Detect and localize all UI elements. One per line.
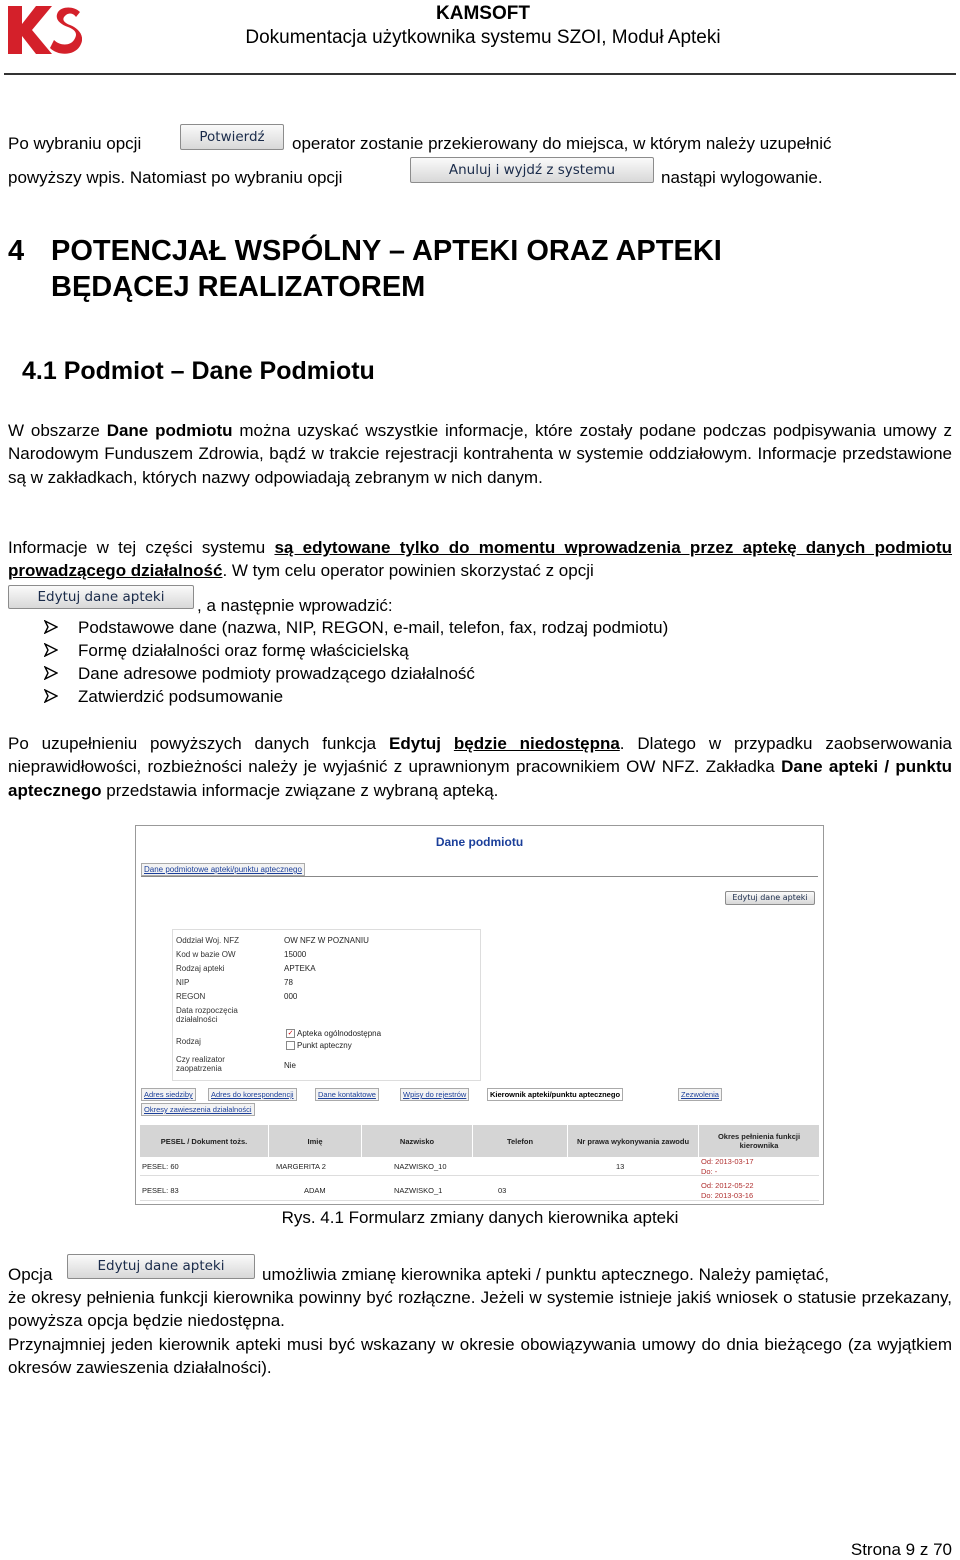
table-cell: Od: 2013-03-17 [701,1157,754,1166]
page-number: Strona 9 z 70 [850,1540,952,1559]
paragraph-opcja-line1: umożliwia zmianę kierownika apteki / punktu aptecznego. Należy pamiętać, [262,1265,829,1284]
field-label: Oddział Woj. NFZ [176,936,239,945]
underlined-edytowane: są edytowane tylko do momentu wprowadzenia przez aptekę danych podmiotu prowadzącego działalność [8,538,952,581]
subsection-title: 4.1 Podmiot – Dane Podmiotu [22,357,375,385]
field-value: APTEKA [284,964,316,973]
confirm-button[interactable]: Potwierdź [180,124,284,150]
tab-adres-korespondencji[interactable]: Adres do korespondencji [208,1088,297,1101]
tab-underline [141,876,818,877]
checkbox-icon: ✓ [287,1030,294,1037]
field-label: REGON [176,992,206,1001]
tab-dane-kontaktowe[interactable]: Dane kontaktowe [315,1088,379,1101]
arrow-bullet-icon [44,663,58,677]
field-label: Rodzaj apteki [176,964,225,973]
table-header: Nazwisko [362,1125,472,1157]
field-value: OW NFZ W POZNANIU [284,936,369,945]
table-header: Telefon [473,1125,567,1157]
paragraph-opcja-rest: że okresy pełnienia funkcji kierownika powinny być rozłączne. Jeżeli w systemie istnieje jakiś wniosek o statusie przekazany, powyższa opcja będzie niedostępna. [8,1288,952,1331]
tab-dane-podmiotowe[interactable]: Dane podmiotowe apteki/punktu aptecznego [141,863,305,876]
table-header: Imię [269,1125,361,1157]
figure-caption: Rys. 4.1 Formularz zmiany danych kierownika apteki [281,1208,679,1227]
field-value: 15000 [284,950,307,959]
paragraph-dane-podmiotu: W obszarze Dane podmiotu można uzyskać wszystkie informacje, które zostały podane podczas podpisywania umowy z Narodowym Funduszem Zdrowia, bądź w trakcie rejestracji kontrahenta w systemie oddziałowym. Informacje przedstawione są w zakładkach, których nazwy odpowiadają zebranym w nich danym. [8,421,953,487]
checkbox-icon [286,1041,295,1050]
edit-pharmacy-button-2[interactable]: Edytuj dane apteki [67,1254,255,1279]
tab-adres-siedziby[interactable]: Adres siedziby [141,1088,196,1101]
bullet-item: Dane adresowe podmioty prowadzącego działalność [44,662,475,685]
table-cell: 03 [498,1186,507,1195]
tab-wpisy-rejestrow[interactable]: Wpisy do rejestrów [400,1088,469,1101]
section-title-line2: BĘDĄCEJ REALIZATOREM [51,271,426,303]
intro-line2-start: powyższy wpis. Natomiast po wybraniu opcji [8,168,343,187]
table-cell: 13 [616,1162,625,1171]
table-header: PESEL / Dokument tożs. [140,1125,268,1157]
table-cell: Do: 2013-03-16 [701,1191,754,1200]
table-cell: NAZWISKO_10 [394,1162,447,1171]
screenshot-edit-button[interactable]: Edytuj dane apteki [725,891,815,905]
field-value: Nie [284,1061,297,1070]
checkbox-label: Apteka ogólnodostępna [297,1029,382,1038]
company-name: KAMSOFT [436,3,530,24]
bold-dane-podmiotu: Dane podmiotu [106,421,233,440]
arrow-bullet-icon [44,617,58,631]
bullet-item: Zatwierdzić podsumowanie [44,685,283,708]
intro-line2-end: nastąpi wylogowanie. [661,168,823,187]
checkbox-label: Punkt apteczny [297,1041,352,1050]
table-cell: ADAM [304,1186,326,1195]
table-cell: MARGERITA 2 [276,1162,326,1171]
paragraph-edytuj-niedostepna: Po uzupełnieniu powyższych danych funkcja Edytuj będzie niedostępna. Dlatego w przypadku zaobserwowania nieprawidłowości, rozbieżności należy je wyjaśnić z uprawnionym pracownikiem OW NFZ. Zakładka Dane apteki / punktu aptecznego przedstawia informacje związane z wybraną apteką. [8,734,953,800]
table-cell: Do: - [701,1167,718,1176]
section-number: 4 [8,235,25,267]
table-cell: Od: 2012-05-22 [701,1181,754,1190]
field-label: Data rozpoczęcia działalności [176,1006,238,1024]
field-label: Kod w bazie OW [176,950,236,959]
table-cell: PESEL: 83 [142,1186,179,1195]
arrow-bullet-icon [44,640,58,654]
intro-line1-start: Po wybraniu opcji [8,134,142,153]
doc-title: Dokumentacja użytkownika systemu SZOI, Moduł Apteki [245,27,721,48]
arrow-bullet-icon [44,686,58,700]
tab-zezwolenia[interactable]: Zezwolenia [678,1088,722,1101]
screenshot-title: Dane podmiotu [435,835,524,849]
cancel-exit-button[interactable]: Anuluj i wyjdź z systemu [410,157,654,183]
paragraph-opcja-start: Opcja [8,1265,53,1284]
paragraph-edytowane-cont: , a następnie wprowadzić: [197,596,393,615]
tab-kierownik[interactable]: Kierownik apteki/punktu aptecznego [487,1088,623,1101]
field-label: NIP [176,978,190,987]
screenshot-dane-podmiotu [135,825,824,1205]
table-cell: PESEL: 60 [142,1162,179,1171]
table-header: Okres pełnienia funkcji kierownika [699,1125,819,1157]
field-value: 000 [284,992,298,1001]
table-cell: NAZWISKO_1 [394,1186,443,1195]
header-divider [4,73,956,75]
bullet-item: Podstawowe dane (nazwa, NIP, REGON, e-mail, telefon, fax, rodzaj podmiotu) [44,616,668,639]
edit-pharmacy-button[interactable]: Edytuj dane apteki [8,585,194,609]
table-header: Nr prawa wykonywania zawodu [568,1125,698,1157]
bullet-item: Formę działalności oraz formę właścicielską [44,639,409,662]
paragraph-edytowane: Informacje w tej części systemu są edytowane tylko do momentu wprowadzenia przez aptekę danych podmiotu prowadzącego działalność. W tym celu operator powinien skorzystać z opcji [8,538,952,581]
field-label: Rodzaj [176,1037,201,1046]
paragraph-przynajmniej: Przynajmniej jeden kierownik apteki musi być wskazany w okresie obowiązywania umowy do dnia bieżącego (za wyjątkiem okresów zawieszenia działalności). [8,1335,952,1378]
field-value: 78 [284,978,293,987]
field-label: Czy realizator zaopatrzenia [176,1055,225,1073]
tab-okresy-zawieszenia[interactable]: Okresy zawieszenia działalności [141,1103,255,1116]
intro-line1-end: operator zostanie przekierowany do miejsca, w którym należy uzupełnić [292,134,832,153]
section-title-line1: POTENCJAŁ WSPÓLNY – APTEKI ORAZ APTEKI [51,235,722,267]
